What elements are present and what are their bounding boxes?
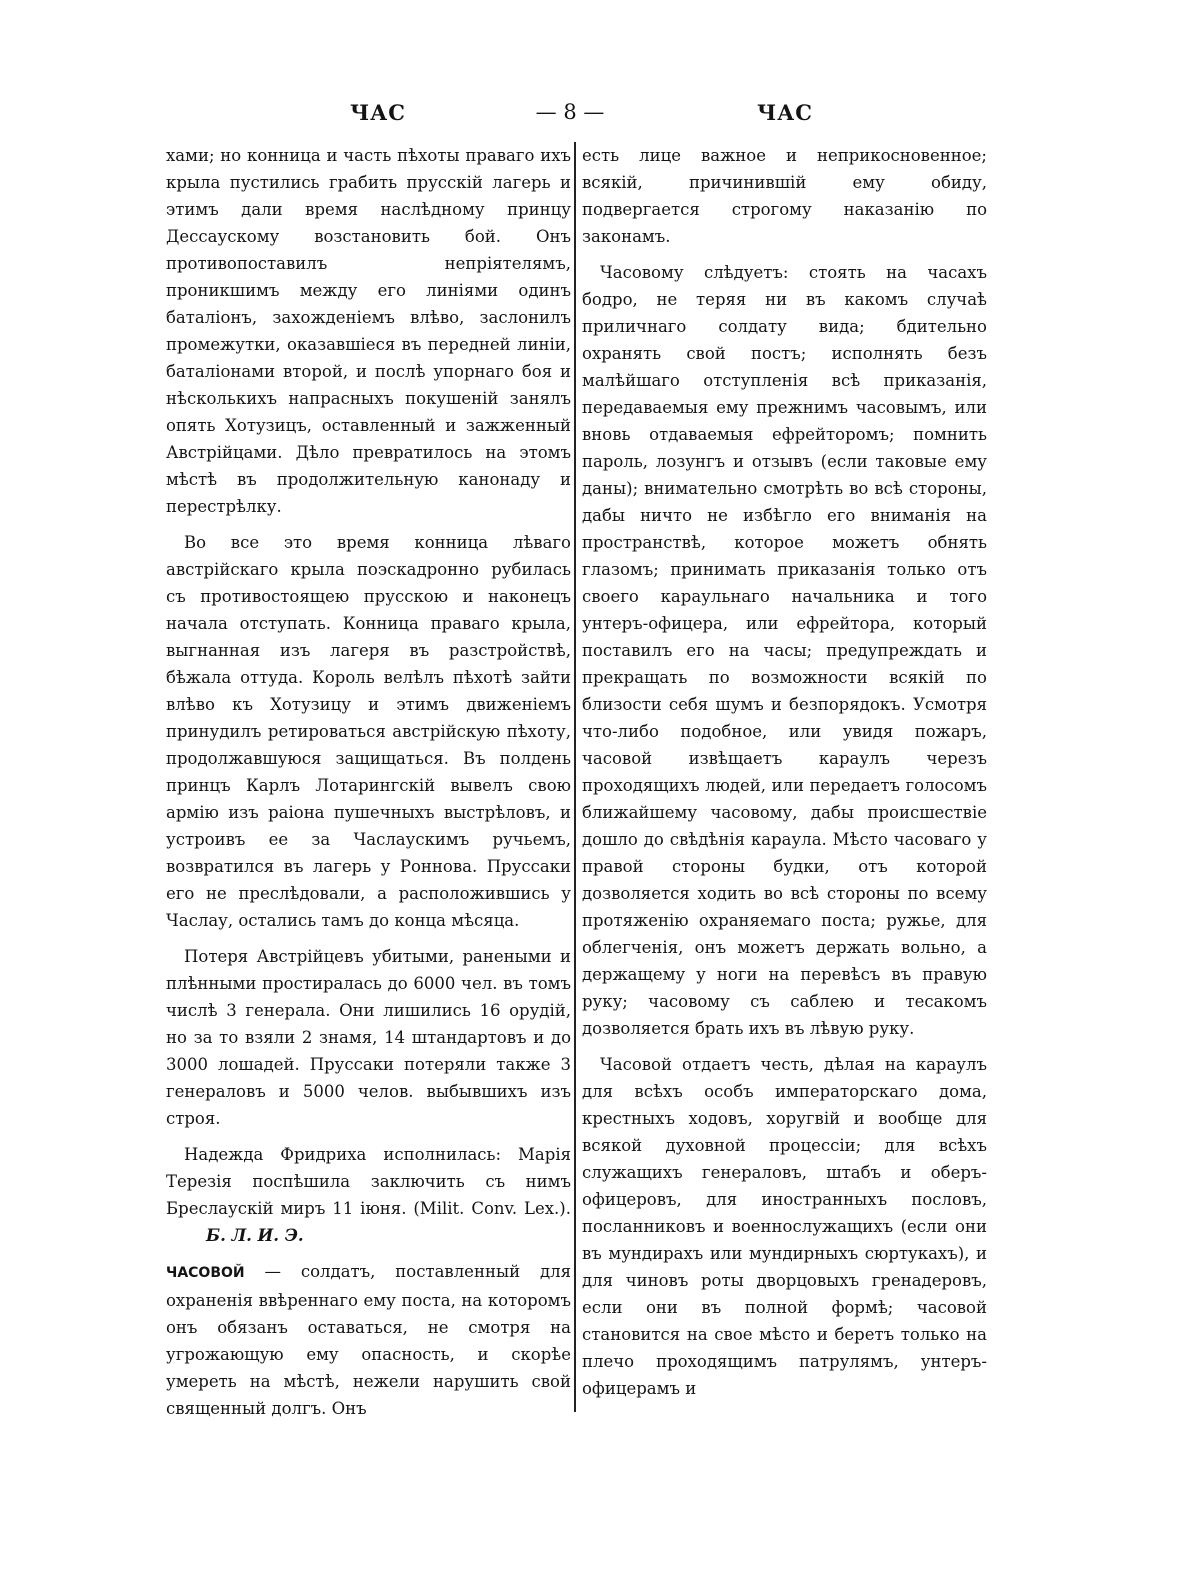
paragraph: Часовому слѣдуетъ: стоять на часахъ бодро, не теряя ни въ какомъ случаѣ приличнаго солдату вида; бдительно охранять свой постъ; исполнять безъ малѣйшаго отступленія всѣ приказанія, передаваемыя ему прежнимъ часовымъ, или вновь отдаваемыя ефрейторомъ; помнить пароль, лозунгъ и отзывъ (если таковые ему даны); внимательно смотрѣть во всѣ стороны, дабы ничто не избѣгло его вниманія на пространствѣ, которое можетъ обнять глазомъ; принимать приказанія только отъ своего караульнаго начальника и того унтеръ-офицера, или ефрейтора, который поставилъ его на часы; предупреждать и прекращать по возможности всякій по близости себя шумъ и безпорядокъ. Усмотря что-либо подобное, или увидя пожаръ, часовой извѣщаетъ караулъ черезъ проходящихъ людей, или передаетъ голосомъ ближайшему часовому, дабы происшествіе дошло до свѣдѣнія караула. Мѣсто часоваго у правой стороны будки, отъ которой дозволяется ходить во всѣ стороны по всему протяженію охраняемаго поста; ружье, для облегченія, онъ можетъ держать вольно, а держащему у ноги на перевѣсъ въ правую руку; часовому съ саблею и тесакомъ дозволяется брать ихъ въ лѣвую руку. bbox=[582, 263, 987, 1038]
paragraph: хами; но конница и часть пѣхоты праваго ихъ крыла пустились грабить прусскій лагерь и этимъ дали время наслѣдному принцу Дессаускому возстановить бой. Онъ противопоставилъ непріятелямъ, проникшимъ между его линіями одинъ баталіонъ, захожденіемъ влѣво, заслонилъ промежутки, оказавшіеся въ передней линіи, баталіонами второй, и послѣ упорнаго боя и нѣсколькихъ напрасныхъ покушеній занялъ опять Хотузицъ, оставленный и зажженный Австрійцами. Дѣло превратилось на этомъ мѣстѣ въ продолжительную канонаду и перестрѣлку. bbox=[166, 146, 571, 516]
column-divider bbox=[574, 142, 576, 1412]
paragraph bbox=[166, 1141, 571, 1249]
paragraph-text: Надежда Фридриха исполнилась: Марія Терезія поспѣшила заключить съ нимъ Бреслаускій миръ 11 іюня. (Milit. Conv. Lex.). bbox=[166, 1145, 571, 1218]
author-signature: Б. Л. И. Э. bbox=[206, 1226, 304, 1245]
paragraph: Часовой отдаетъ честь, дѣлая на караулъ для всѣхъ особъ императорскаго дома, крестныхъ ходовъ, хоругвій и вообще для всякой духовной процессіи; для всѣхъ служащихъ генераловъ, штабъ и оберъ-офицеровъ, для иностранныхъ пословъ, посланниковъ и военнослужащихъ (если они въ мундирахъ или мундирныхъ сюртукахъ), и для чиновъ роты дворцовыхъ гренадеровъ, если они въ полной формѣ; часовой становится на свое мѣсто и беретъ только на плечо проходящимъ патрулямъ, унтеръ-офицерамъ и bbox=[582, 1055, 987, 1398]
entry-paragraph bbox=[166, 1258, 571, 1422]
running-header bbox=[160, 100, 1000, 130]
entry-headword: ЧАСОВОЙ bbox=[166, 1265, 245, 1281]
paragraph: Потеря Австрійцевъ убитыми, ранеными и плѣнными простиралась до 6000 чел. въ томъ числѣ 3 генерала. Они лишились 16 орудій, но за то взяли 2 знамя, 14 штандартовъ и до 3000 лошадей. Пруссаки потеряли также 3 генераловъ и 5000 челов. выбывшихъ изъ строя. bbox=[166, 947, 571, 1128]
paragraph: есть лице важное и неприкосновенное; всякій, причинившій ему обиду, подвергается строгому наказанію по законамъ. bbox=[582, 146, 987, 246]
header-left-word: ЧАС bbox=[350, 100, 406, 125]
header-right-word: ЧАС bbox=[757, 100, 813, 125]
paragraph: Во все это время конница лѣваго австрійскаго крыла поэскадронно рубилась съ противостоящею прусскою и наконецъ начала отступать. Конница праваго крыла, выгнанная изъ лагеря въ разстройствѣ, бѣжала оттуда. Король велѣлъ пѣхотѣ зайти влѣво къ Хотузицу и этимъ движеніемъ принудилъ ретироваться австрійскую пѣхоту, продолжавшуюся защищаться. Въ полдень принцъ Карлъ Лотарингскій вывелъ свою армію изъ раіона пушечныхъ выстрѣловъ, и устроивъ ее за Часлаускимъ ручьемъ, возвратился въ лагерь у Роннова. Пруссаки его не преслѣдовали, а расположившись у Часлау, остались тамъ до конца мѣсяца. bbox=[166, 533, 571, 930]
right-column bbox=[582, 142, 987, 1411]
entry-text: — солдатъ, поставленный для охраненія ввѣреннаго ему поста, на которомъ онъ обязанъ оставаться, не смотря на угрожающую ему опасность, и скорѣе умереть на мѣстѣ, нежели нарушить свой священный долгъ. Онъ bbox=[166, 1262, 571, 1418]
page-number: — 8 — bbox=[535, 100, 605, 124]
left-column bbox=[166, 142, 571, 1431]
